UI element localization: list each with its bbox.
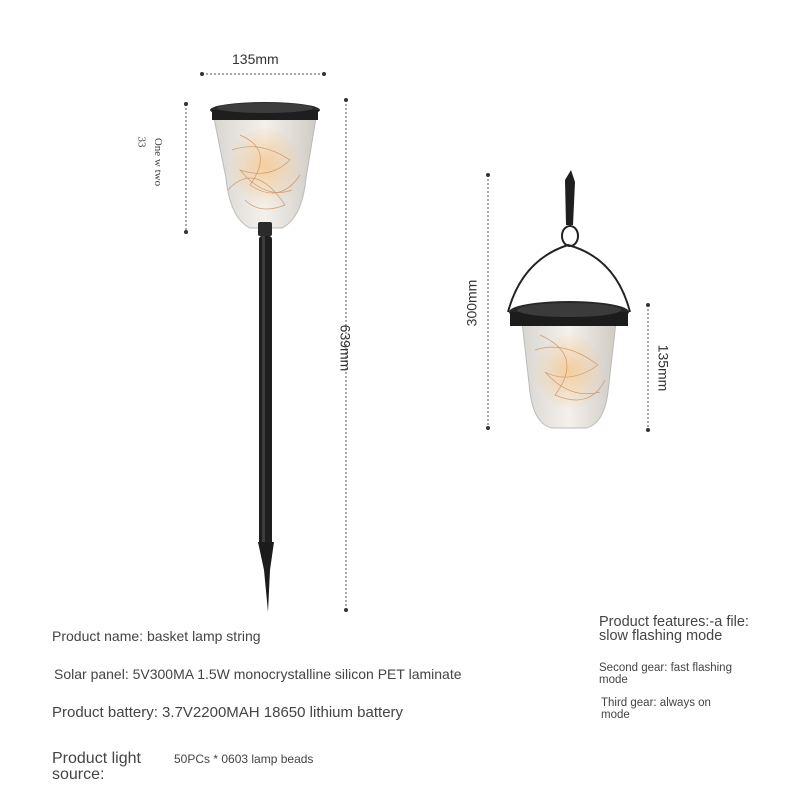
light-source-value: 50PCs * 0603 lamp beads: [174, 752, 314, 766]
hanging-lamp: [508, 170, 630, 428]
feature-mode-3: Third gear: always on mode: [601, 697, 711, 721]
light-source-label: Product light source:: [52, 750, 141, 783]
feature-mode-1: Product features:-a file: slow flashing mode: [599, 614, 749, 644]
stake-note-label: One w two: [152, 137, 165, 187]
stake-width-label: 135mm: [232, 51, 279, 67]
solar-panel-spec: Solar panel: 5V300MA 1.5W monocrystalline silicon PET laminate: [54, 666, 462, 682]
stake-lamp: [210, 102, 320, 612]
stake-note-number: 33: [135, 136, 148, 148]
hanging-lamp-height-label: 135mm: [655, 344, 672, 392]
feature-mode-2: Second gear: fast flashing mode: [599, 662, 732, 686]
hanging-height-label: 300mm: [463, 279, 480, 327]
product-name: Product name: basket lamp string: [52, 628, 261, 644]
battery-spec: Product battery: 3.7V2200MAH 18650 lithium battery: [52, 704, 404, 721]
stake-height-label: 639mm: [337, 324, 354, 372]
